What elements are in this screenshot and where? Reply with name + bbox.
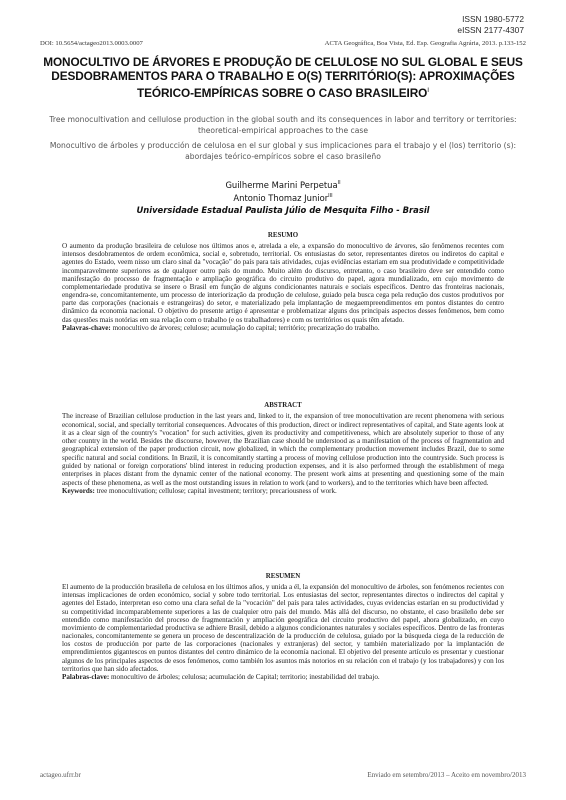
citation: ACTA Geográfica, Boa Vista, Ed. Esp. Geografia Agrária, 2013. p.133-152	[324, 40, 526, 47]
author-1-footnote-marker[interactable]: II	[337, 180, 341, 186]
footer-site[interactable]: actageo.ufrr.br	[40, 771, 81, 779]
title-spanish: Monocultivo de árboles y producción de celulosa en el sur global y sus implicaciones para el trabajo y el (los) territorio (s): abordajes teórico-empíricos sobre el caso brasileño	[49, 141, 517, 161]
resumo-text: O aumento da produção brasileira de celulose nos últimos anos e, atrelada a ele, a expansão do monocultivo de árvores, são fenômenos recentes com intensos desdobramentos de ordem econômica, social e, sobretudo, territorial. Os entusiastas do setor, representantes diretos ou indiretos do capital e agentes do Estado, veem nisso um claro sinal da "vocação" do país para tais atividades, cujas evidências estariam em sua produtividade e competitividade incomparavelmente superiores as de qualquer outro país do mundo. Muito além do discurso, entretanto, o caso brasileiro deve ser entendido como manifestação do processo de fragmentação e ampliação geográfica do circuito produtivo do papel, agora mundializado, em cujo movimento de complementariedade produtiva se insere o Brasil em função de alguns condicionantes naturais e sociais específicos. Dentro das fronteiras nacionais, engendra-se, concomitantemente, um processo de interiorização da produção de celulose, guiado pela busca cega pela redução dos custos produtivos por parte das corporações (nacionais e estrangeiras) do setor, e materializado pela implantação de megaempreendimentos em pontos distantes do centro dinâmico da economia nacional. O objetivo do presente artigo é apresentar e problematizar alguns dos principais aspectos desses fenômenos, bem como das questões mais notórias em sua relação com o trabalho (e os trabalhadores) e com os territórios os quais têm afetado.	[62, 242, 504, 324]
author-1-name: Guilherme Marini Perpetua	[225, 179, 338, 190]
author-2	[40, 191, 526, 204]
abstract-section	[62, 402, 504, 495]
resumo-heading: RESUMO	[267, 232, 299, 239]
eissn: eISSN 2177-4307	[457, 24, 524, 35]
issn-block	[457, 14, 524, 35]
abstract-keywords	[62, 487, 504, 495]
footer-dates: Enviado em setembro/2013 – Aceito em novembro/2013	[367, 771, 526, 779]
author-2-footnote-marker[interactable]: III	[328, 193, 333, 200]
author-1	[40, 178, 526, 191]
resumo-section	[62, 232, 504, 332]
resumo-keywords	[62, 324, 504, 332]
resumen-text: El aumento de la producción brasileña de celulosa en los últimos años, y unida a él, la expansión del monocultivo de árboles, son fenómenos recientes con intensas implicaciones de orden económico, social y sobre todo territorial. Los entusiastas del sector, representantes directos o indirectos del capital y agentes del Estado, interpretan eso como una clara señal de la "vocación" del país para tales actividades, cuyas evidencias estarían en su productividad y su competitividad incomparablemente superiores a las de cualquier otro país del mundo. Más allá del discurso, no obstante, el caso brasileño debe ser entendido como manifestación del proceso de fragmentación y ampliación geográfica del circuito productivo del papel, ahora globalizado, en cuyo movimiento de complementariedad productiva se adhiere Brasil, debido a algunos condicionantes naturales y sociales específicos. Dentro de las fronteras nacionales, concomitantemente se genera un proceso de descentralización de la producción de celulosa, guiado por la búsqueda ciega de la reducción de los costos de producción por parte de las corporaciones (nacionales y extranjeras) del sector, y también materializado por la implantación de emprendimientos gigantescos en puntos distantes del centro dinámico de la economía nacional. El objetivo del presente artículo es presentar y cuestionar algunos de los principales aspectos de esos fenómenos, como también los asuntos más notorios en su relación con el trabajo (y los trabajadores) y con los territorios que han sido afectados.	[62, 583, 504, 673]
article-meta	[40, 40, 526, 47]
resumo-keywords-label: Palavras-chave:	[62, 323, 111, 332]
title-english: Tree monocultivation and cellulose production in the global south and its consequences in labor and territory or territories: theoretical-empirical approaches to the case	[49, 115, 517, 135]
affiliation: Universidade Estadual Paulista Júlio de Mesquita Filho - Brasil	[136, 204, 430, 215]
abstract-keywords-text: tree monocultivation; cellulose; capital investment; territory; precariousness of work.	[96, 486, 337, 495]
title-footnote-marker[interactable]: I	[427, 86, 429, 94]
article-title	[30, 55, 536, 100]
resumen-keywords	[62, 673, 504, 681]
title-text: MONOCULTIVO DE ÁRVORES E PRODUÇÃO DE CELULOSE NO SUL GLOBAL E SEUS DESDOBRAMENTOS PARA O TRABALHO E O(S) TERRITÓRIO(S): APROXIMAÇÕES TEÓRICO-EMPÍRICAS SOBRE O CASO BRASILEIRO	[43, 55, 523, 100]
resumen-heading: RESUMEN	[265, 573, 301, 580]
abstract-text: The increase of Brazilian cellulose production in the last years and, linked to it, the expansion of tree monocultivation are recent phenomena with serious economical, social, and specially territorial consequences. Advocates of this production, direct or indirect representatives of capital, and State agents look at it as a clear sign of the country's "vocation" for such activities, given its productivity and competitiveness, which are absolutely superior to those of any other country in the world. Besides the discourse, however, the Brazilian case should be understood as a manifestation of the process of fragmentation and geographical extension of the paper production circuit, now globalized, in which the complementary production movement includes Brazil, due to some specific natural and social conditions. In Brazil, it is concomitantly starting a process of moving cellulose production into the countryside. Such process is guided by national or foreign corporations' blind interest in reducing production expenses, and it is also performed through the establishment of mega enterprises in places distant from the dynamic center of the national economy. The present work aims at presenting and questioning some of the main aspects of these phenomena, as well as the most outstanding issues in relation to work (and to workers), and to the territories which have been affected.	[62, 412, 504, 487]
page-footer	[40, 771, 526, 779]
resumen-section	[62, 573, 504, 681]
issn: ISSN 1980-5772	[462, 14, 524, 24]
abstract-heading: ABSTRACT	[264, 402, 302, 409]
author-2-name: Antonio Thomaz Junior	[233, 193, 329, 204]
abstract-keywords-label: Keywords:	[62, 486, 95, 495]
resumen-keywords-text: monocultivo de árboles; celulosa; acumulación de Capital; territorio; inestabilidad del trabajo.	[111, 672, 380, 681]
doi[interactable]: DOI: 10.5654/actageo2013.0003.0007	[40, 40, 143, 47]
resumen-keywords-label: Palabras-clave:	[62, 672, 110, 681]
resumo-keywords-text: monocultivo de árvores; celulose; acumulação do capital; território; precarização do trabalho.	[112, 323, 380, 332]
authors-block	[40, 178, 526, 216]
